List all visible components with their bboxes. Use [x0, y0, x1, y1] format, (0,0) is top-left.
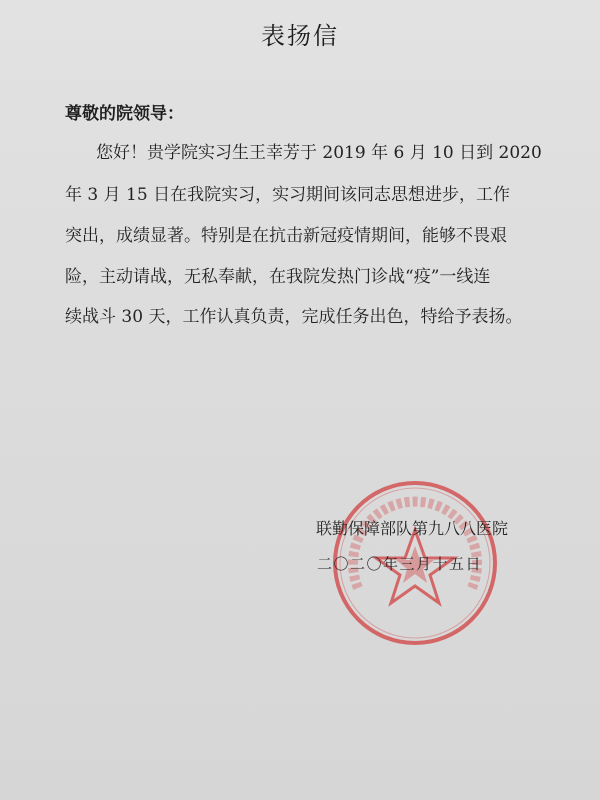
- body-line: 突出，成绩显著。特别是在抗击新冠疫情期间，能够不畏艰: [65, 226, 507, 246]
- salutation: 尊敬的院领导：: [65, 104, 184, 124]
- body-line: 险，主动请战，无私奉献，在我院发热门诊战“疫”一线连: [65, 267, 491, 287]
- body-line: 您好！贵学院实习生王幸芳于 2019 年 6 月 10 日到 2020: [96, 143, 542, 163]
- body-line: 续战斗 30 天，工作认真负责，完成任务出色，特给予表扬。: [65, 307, 523, 327]
- body-line: 年 3 月 15 日在我院实习，实习期间该同志思想进步，工作: [65, 185, 511, 205]
- signature-org: 联勤保障部队第九八八医院: [316, 519, 509, 538]
- signature-date: 二〇二〇年三月十五日: [317, 555, 483, 573]
- letter-title: 表扬信: [261, 22, 339, 50]
